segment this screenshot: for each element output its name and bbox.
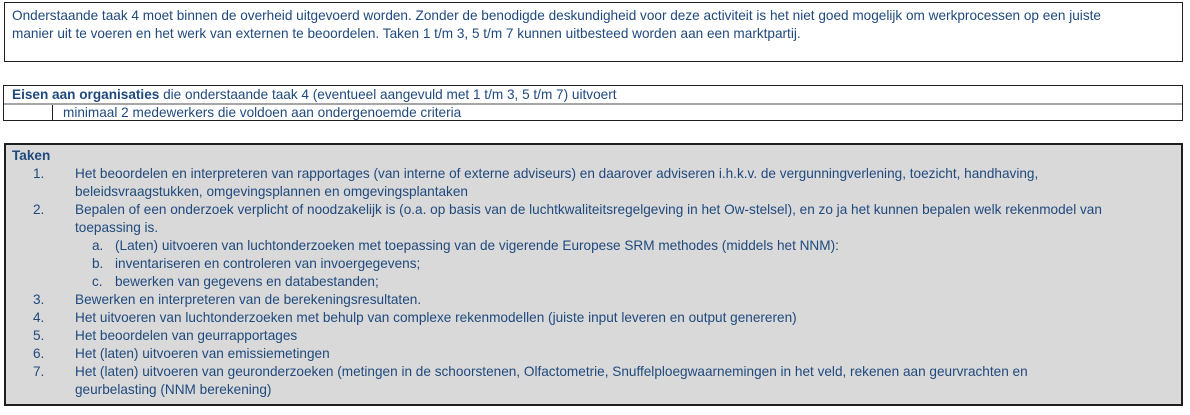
task-item-4 [6, 309, 1181, 327]
task-text: Het beoordelen van geurrapportages [75, 328, 298, 343]
requirements-empty-cell [4, 105, 53, 121]
requirements-heading-rest: die onderstaande taak 4 (eventueel aangevuld met 1 t/m 3, 5 t/m 7) uitvoert [159, 87, 617, 102]
subtask-text: bewerken van gegevens en databestanden; [115, 274, 379, 289]
task-text: Bepalen of een onderzoek verplicht of noodzakelijk is (o.a. op basis van de luchtkwaliteitsregelgeving in het Ow-stelsel), en zo ja het kunnen bepalen welk rekenmodel van toepassing is. [75, 202, 1102, 235]
task-text: Bewerken en interpreteren van de berekeningsresultaten. [75, 292, 422, 307]
task-item-1 [6, 165, 1181, 201]
subtask-letter: a. [92, 238, 104, 253]
tasks-title: Taken [12, 148, 51, 163]
task-item-5 [6, 327, 1181, 345]
task-item-3 [6, 291, 1181, 309]
task-item-2 [6, 201, 1181, 237]
task-subitem-2c [6, 273, 1181, 291]
intro-text: Onderstaande taak 4 moet binnen de overheid uitgevoerd worden. Zonder de benodigde deskundigheid voor deze activiteit is het niet goed mogelijk om werkprocessen op een juiste manier uit te voeren en het werk van externen te beoordelen. Taken 1 t/m 3, 5 t/m 7 kunnen uitbesteed worden aan een marktpartij. [12, 8, 1101, 41]
tasks-panel [4, 143, 1183, 406]
task-text: Het (laten) uitvoeren van emissiemetingen [75, 346, 330, 361]
intro-box [4, 2, 1183, 62]
requirements-criteria-text: minimaal 2 medewerkers die voldoen aan ondergenoemde criteria [63, 105, 462, 120]
subtask-letter: b. [92, 256, 104, 271]
task-number: 1. [33, 166, 45, 181]
task-subitem-2a [6, 237, 1181, 255]
task-number: 7. [33, 364, 45, 379]
task-item-7 [6, 363, 1181, 399]
requirements-table [3, 85, 1183, 121]
task-subitem-2b [6, 255, 1181, 273]
task-text: Het uitvoeren van luchtonderzoeken met behulp van complexe rekenmodellen (juiste input leveren en output genereren) [75, 310, 797, 325]
task-number: 2. [33, 202, 45, 217]
requirements-heading-bold: Eisen aan organisaties [12, 87, 160, 102]
task-number: 5. [33, 328, 45, 343]
subtask-text: inventariseren en controleren van invoergegevens; [115, 256, 421, 271]
requirements-heading-row [4, 86, 1182, 105]
subtask-text: (Laten) uitvoeren van luchtonderzoeken met toepassing van de vigerende Europese SRM methodes (middels het NNM): [115, 238, 839, 253]
task-text: Het beoordelen en interpreteren van rapportages (van interne of externe adviseurs) en daarover adviseren i.h.k.v. de vergunningverlening, toezicht, handhaving, beleidsvraagstukken, omgevingsplannen en omgevingsplantaken [75, 166, 1039, 199]
task-number: 3. [33, 292, 45, 307]
task-text: Het (laten) uitvoeren van geuronderzoeken (metingen in de schoorstenen, Olfactometrie, Snuffelploegwaarnemingen in het veld, rekenen aan geurvrachten en geurbelasting (NNM berekening) [75, 364, 1028, 397]
task-number: 6. [33, 346, 45, 361]
requirements-criteria-row [4, 105, 1182, 121]
task-number: 4. [33, 310, 45, 325]
subtask-letter: c. [92, 274, 103, 289]
task-item-6 [6, 345, 1181, 363]
